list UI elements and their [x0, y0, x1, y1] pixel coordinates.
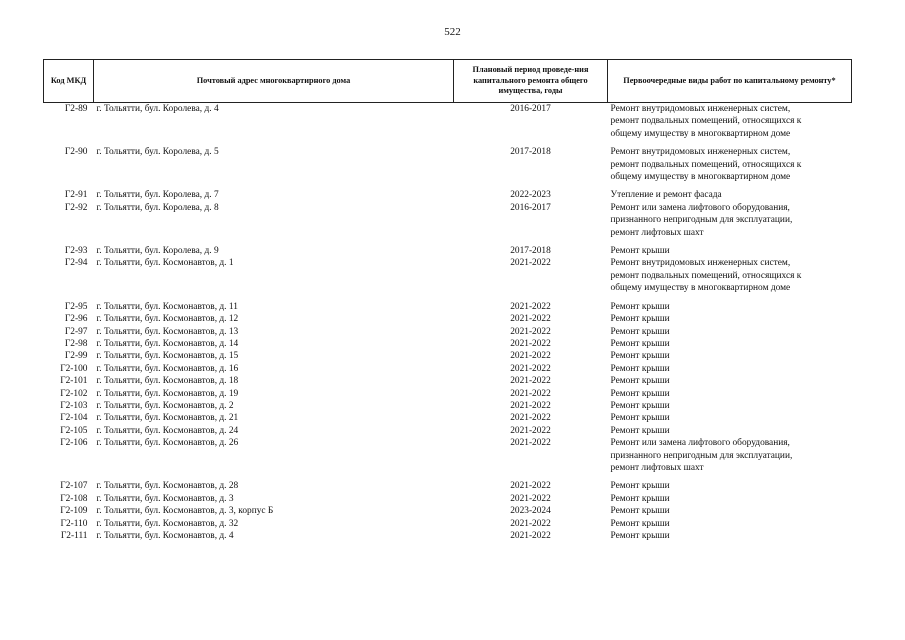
works-line: Ремонт крыши — [610, 531, 670, 541]
cell-works — [608, 400, 852, 412]
works-line: ремонт подвальных помещений, относящихся к — [610, 159, 802, 170]
cell-address: г. Тольятти, бул. Космонавтов, д. 28 — [96, 481, 239, 492]
table-row — [44, 313, 852, 325]
cell-works — [608, 257, 852, 294]
cell-code: Г2-92 — [64, 202, 88, 213]
cell-address: г. Тольятти, бул. Космонавтов, д. 12 — [96, 314, 239, 325]
cell-period: 2022-2023 — [510, 190, 551, 201]
cell-address: г. Тольятти, бул. Космонавтов, д. 18 — [96, 376, 239, 387]
cell-works — [608, 493, 852, 505]
cell-code: Г2-91 — [64, 190, 88, 201]
cell-period: 2021-2022 — [510, 425, 551, 436]
table-row — [44, 425, 852, 437]
works-line: общему имуществу в многоквартирном доме — [610, 283, 791, 294]
table-row — [44, 326, 852, 338]
works-line: Ремонт крыши — [610, 326, 670, 337]
cell-address: г. Тольятти, бул. Космонавтов, д. 2 — [96, 400, 234, 411]
header-period: Плановый период проведе-ния капитального ремонта общего имущества, годы — [454, 60, 608, 103]
cell-period: 2017-2018 — [510, 246, 551, 257]
works-line: Ремонт внутридомовых инженерных систем, — [610, 258, 791, 269]
cell-period: 2021-2022 — [510, 388, 551, 399]
cell-code: Г2-109 — [60, 506, 88, 517]
cell-works — [608, 326, 852, 338]
cell-address: г. Тольятти, бул. Королева, д. 5 — [96, 147, 219, 158]
cell-code: Г2-93 — [64, 246, 88, 257]
cell-period: 2021-2022 — [510, 493, 551, 504]
cell-period: 2021-2022 — [510, 351, 551, 362]
cell-code: Г2-95 — [64, 301, 88, 312]
cell-address: г. Тольятти, бул. Королева, д. 9 — [96, 246, 219, 257]
cell-code: Г2-94 — [64, 258, 88, 269]
works-line: Ремонт крыши — [610, 506, 670, 517]
cell-period: 2021-2022 — [510, 413, 551, 424]
cell-code: Г2-104 — [60, 413, 88, 424]
cell-works — [608, 388, 852, 400]
cell-code: Г2-105 — [60, 425, 88, 436]
cell-works — [608, 189, 852, 201]
table-row — [44, 257, 852, 294]
table-row — [44, 530, 852, 542]
cell-period: 2021-2022 — [510, 438, 551, 449]
cell-works — [608, 505, 852, 517]
works-line: Ремонт крыши — [610, 301, 670, 312]
works-line: Ремонт крыши — [610, 413, 670, 424]
cell-address: г. Тольятти, бул. Космонавтов, д. 24 — [96, 425, 239, 436]
works-line: Ремонт крыши — [610, 338, 670, 349]
cell-period: 2021-2022 — [510, 326, 551, 337]
works-line: Ремонт крыши — [610, 376, 670, 387]
cell-code: Г2-111 — [60, 531, 88, 541]
cell-code: Г2-108 — [60, 493, 88, 504]
cell-code: Г2-103 — [60, 400, 88, 411]
cell-address: г. Тольятти, бул. Космонавтов, д. 15 — [96, 351, 239, 362]
cell-code: Г2-107 — [60, 481, 88, 492]
cell-period: 2021-2022 — [510, 363, 551, 374]
cell-works — [608, 425, 852, 437]
cell-period: 2021-2022 — [510, 376, 551, 387]
works-line: Ремонт или замена лифтового оборудования, — [610, 438, 790, 449]
cell-code: Г2-96 — [64, 314, 88, 325]
cell-period: 2021-2022 — [510, 518, 551, 529]
header-works: Первоочередные виды работ по капитальному ремонту* — [608, 60, 852, 103]
works-line: Ремонт крыши — [610, 388, 670, 399]
works-line: Ремонт крыши — [610, 400, 670, 411]
works-line: ремонт лифтовых шахт — [610, 462, 704, 473]
cell-address: г. Тольятти, бул. Космонавтов, д. 1 — [96, 258, 234, 269]
cell-address: г. Тольятти, бул. Космонавтов, д. 26 — [96, 438, 239, 449]
cell-works — [608, 202, 852, 239]
table-row — [44, 505, 852, 517]
cell-works — [608, 437, 852, 474]
table-row — [44, 245, 852, 257]
table-row — [44, 103, 852, 141]
cell-address: г. Тольятти, бул. Королева, д. 8 — [96, 202, 219, 213]
works-line: Ремонт внутридомовых инженерных систем, — [610, 104, 791, 114]
table-row — [44, 189, 852, 201]
cell-works — [608, 103, 852, 141]
cell-address: г. Тольятти, бул. Космонавтов, д. 13 — [96, 326, 239, 337]
works-line: ремонт подвальных помещений, относящихся к — [610, 270, 802, 281]
page-number: 522 — [444, 26, 461, 38]
works-line: ремонт подвальных помещений, относящихся к — [610, 116, 802, 127]
works-line: общему имуществу в многоквартирном доме — [610, 128, 791, 139]
capital-repair-table — [43, 59, 852, 542]
cell-works — [608, 146, 852, 183]
header-code: Код МКД — [44, 60, 94, 103]
cell-period: 2021-2022 — [510, 258, 551, 269]
cell-works — [608, 363, 852, 375]
works-line: Ремонт крыши — [610, 481, 670, 492]
cell-address: г. Тольятти, бул. Космонавтов, д. 32 — [96, 518, 239, 529]
works-line: Ремонт крыши — [610, 363, 670, 374]
cell-code: Г2-102 — [60, 388, 88, 399]
table-row — [44, 388, 852, 400]
table-header — [44, 60, 852, 103]
works-line: Ремонт крыши — [610, 351, 670, 362]
cell-period: 2023-2024 — [510, 506, 551, 517]
works-line: признанного непригодным для эксплуатации, — [610, 450, 793, 461]
cell-period: 2021-2022 — [510, 338, 551, 349]
cell-address: г. Тольятти, бул. Космонавтов, д. 3, корпус Б — [96, 506, 274, 517]
works-line: Ремонт крыши — [610, 425, 670, 436]
works-line: ремонт лифтовых шахт — [610, 227, 704, 238]
works-line: признанного непригодным для эксплуатации, — [610, 215, 793, 226]
table-body — [44, 103, 852, 543]
cell-works — [608, 518, 852, 530]
cell-address: г. Тольятти, бул. Королева, д. 4 — [96, 104, 219, 114]
cell-address: г. Тольятти, бул. Космонавтов, д. 14 — [96, 338, 239, 349]
cell-address: г. Тольятти, бул. Космонавтов, д. 4 — [96, 531, 234, 541]
works-line: Ремонт крыши — [610, 246, 670, 257]
cell-code: Г2-106 — [60, 438, 88, 449]
cell-address: г. Тольятти, бул. Космонавтов, д. 16 — [96, 363, 239, 374]
table-row — [44, 493, 852, 505]
cell-works — [608, 350, 852, 362]
cell-code: Г2-89 — [64, 104, 88, 114]
cell-code: Г2-101 — [60, 376, 88, 387]
works-line: Ремонт внутридомовых инженерных систем, — [610, 147, 791, 158]
cell-code: Г2-100 — [60, 363, 88, 374]
works-line: общему имуществу в многоквартирном доме — [610, 172, 791, 183]
cell-works — [608, 375, 852, 387]
cell-works — [608, 480, 852, 492]
table-row — [44, 338, 852, 350]
table-row — [44, 202, 852, 239]
table-row — [44, 437, 852, 474]
table-row — [44, 146, 852, 183]
table-row — [44, 301, 852, 313]
cell-period: 2021-2022 — [510, 531, 551, 541]
cell-code: Г2-90 — [64, 147, 88, 158]
works-line: Утепление и ремонт фасада — [610, 190, 722, 201]
table-row — [44, 375, 852, 387]
table-row — [44, 350, 852, 362]
table-row — [44, 518, 852, 530]
cell-works — [608, 530, 852, 542]
cell-address: г. Тольятти, бул. Космонавтов, д. 21 — [96, 413, 239, 424]
cell-period: 2016-2017 — [510, 202, 551, 213]
cell-works — [608, 338, 852, 350]
cell-address: г. Тольятти, бул. Космонавтов, д. 19 — [96, 388, 239, 399]
works-line: Ремонт крыши — [610, 493, 670, 504]
cell-period: 2021-2022 — [510, 400, 551, 411]
cell-code: Г2-98 — [64, 338, 88, 349]
header-row — [44, 60, 852, 103]
cell-works — [608, 412, 852, 424]
cell-period: 2016-2017 — [510, 104, 551, 114]
works-line: Ремонт крыши — [610, 314, 670, 325]
table-row — [44, 363, 852, 375]
cell-works — [608, 301, 852, 313]
cell-period: 2021-2022 — [510, 301, 551, 312]
cell-period: 2021-2022 — [510, 481, 551, 492]
cell-code: Г2-99 — [64, 351, 88, 362]
cell-code: Г2-110 — [60, 518, 88, 529]
works-line: Ремонт крыши — [610, 518, 670, 529]
cell-period: 2017-2018 — [510, 147, 551, 158]
cell-works — [608, 313, 852, 325]
cell-code: Г2-97 — [64, 326, 88, 337]
cell-address: г. Тольятти, бул. Королева, д. 7 — [96, 190, 219, 201]
table-row — [44, 480, 852, 492]
works-line: Ремонт или замена лифтового оборудования, — [610, 202, 790, 213]
cell-works — [608, 245, 852, 257]
table-row — [44, 400, 852, 412]
cell-period: 2021-2022 — [510, 314, 551, 325]
table-row — [44, 412, 852, 424]
cell-address: г. Тольятти, бул. Космонавтов, д. 3 — [96, 493, 234, 504]
header-address: Почтовый адрес многоквартирного дома — [94, 60, 454, 103]
cell-address: г. Тольятти, бул. Космонавтов, д. 11 — [96, 301, 238, 312]
